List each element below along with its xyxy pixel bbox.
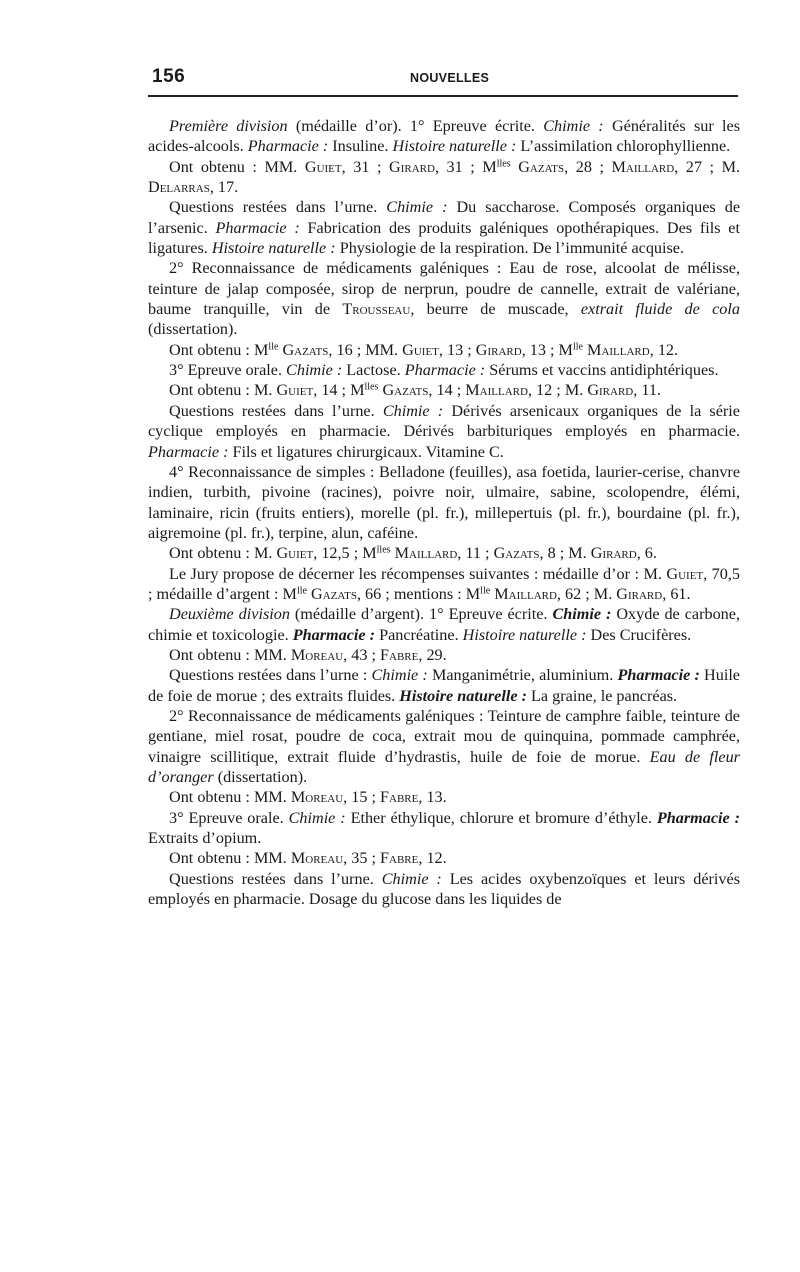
- text: (dissertation).: [148, 320, 238, 339]
- subject-label: Chimie :: [288, 808, 346, 827]
- candidate-name: Gazats: [311, 584, 357, 603]
- candidate-name: Fabre: [380, 645, 419, 664]
- paragraph-premiere-division: [148, 116, 740, 157]
- text: , 61.: [662, 584, 691, 603]
- text: , 12.: [418, 849, 447, 868]
- text: , 13 ; M: [521, 340, 573, 359]
- text: , 8 ; M.: [539, 544, 591, 563]
- text: 3° Epreuve orale.: [169, 361, 287, 380]
- subject-label: Pharmacie :: [215, 218, 300, 237]
- candidate-name: Fabre: [380, 788, 419, 807]
- text: Le Jury propose de décerner les récompenses suivantes : médaille d’or : M.: [169, 564, 667, 583]
- text: , 16 ; MM.: [328, 340, 403, 359]
- text: (dissertation).: [213, 768, 308, 786]
- text: , 11 ;: [457, 544, 494, 563]
- candidate-name: Moreau: [290, 645, 344, 664]
- subject-label: Histoire naturelle :: [392, 137, 517, 156]
- text: , 11.: [633, 381, 661, 400]
- subject-label: Chimie :: [381, 869, 442, 888]
- text: , 15 ;: [343, 788, 381, 807]
- candidate-name: Maillard: [494, 584, 557, 603]
- dissertation-title: Eau de fleur d’oranger: [148, 747, 740, 786]
- text: La graine, le pancréas.: [527, 686, 678, 705]
- text: Physiologie de la respiration. De l’immunité acquise.: [335, 239, 685, 258]
- subject-label: Pharmacie :: [148, 442, 229, 461]
- page-header: [148, 64, 738, 98]
- text: Fils et ligatures chirurgicaux. Vitamine C.: [228, 442, 504, 461]
- candidate-name: Maillard: [394, 544, 458, 563]
- text: , 31 ;: [341, 157, 390, 176]
- text: Généralités sur les acides-alcools.: [148, 117, 740, 156]
- title-superscript: lles: [376, 544, 391, 556]
- dissertation-title: extrait fluide de cola: [580, 300, 740, 319]
- candidate-name: Maillard: [587, 340, 650, 359]
- subject-label: Chimie :: [371, 666, 428, 685]
- candidate-name: Guiet: [304, 157, 342, 176]
- text: Huile de foie de morue ; des extraits fluides.: [148, 666, 740, 705]
- paragraph-jury-awards: [148, 564, 740, 605]
- subject-label: Histoire naturelle :: [462, 625, 587, 644]
- candidate-name: Moreau: [290, 788, 344, 807]
- text: , 66 ; mentions : M: [356, 584, 481, 603]
- text: , beurre de muscade,: [410, 300, 581, 319]
- text: Ont obtenu : MM.: [169, 788, 291, 807]
- paragraph-questions: [148, 401, 740, 462]
- paragraph-results: [148, 340, 740, 360]
- text: 4° Reconnaissance de simples : Belladone (feuilles), asa foetida, laurier-cerise, chanvre indien, turbith, pivoine (racines), poivre noir, ulmaire, sabine, scolopendre, élémi, laminaire, ricin (fruits entiers), morelle (pl. fr.), millepertuis (pl. fr.), bourdaine (pl. fr.), aigremoine (pl. fr.), terpine, alun, caféine.: [148, 462, 740, 542]
- text: , 14 ;: [428, 381, 466, 400]
- paragraph-simples: [148, 462, 740, 543]
- candidate-name: Girard: [616, 584, 663, 603]
- candidate-name: Delarras: [148, 178, 210, 197]
- subject-label: Pharmacie :: [404, 361, 486, 380]
- paragraph-results: [148, 787, 740, 807]
- subject-label: Chimie :: [382, 401, 444, 420]
- candidate-name: Gazats: [518, 157, 565, 176]
- paragraph-results: [148, 848, 740, 868]
- candidate-name: Maillard: [465, 381, 528, 400]
- text: Insuline.: [328, 137, 393, 156]
- text: Pancréatine.: [375, 625, 463, 644]
- text: , 6.: [636, 544, 657, 563]
- text: , 31 ; M: [434, 157, 497, 176]
- paragraph-oral-exam: [148, 808, 740, 849]
- header-rule: [148, 95, 738, 97]
- title-superscript: lle: [296, 585, 307, 597]
- title-superscript: lles: [496, 158, 511, 170]
- proper-name: Trousseau: [342, 300, 411, 319]
- subject-label: Pharmacie :: [656, 808, 740, 827]
- text: , 12.: [649, 340, 679, 359]
- text: Lactose.: [342, 361, 405, 380]
- text: , 13 ;: [438, 340, 476, 359]
- text: , 12,5 ; M: [313, 544, 377, 563]
- subject-label: Chimie :: [552, 605, 612, 624]
- text: Questions restées dans l’urne.: [169, 401, 383, 420]
- text: Ont obtenu : M.: [169, 381, 277, 400]
- paragraph-reconnaissance: [148, 258, 740, 339]
- title-superscript: lles: [364, 381, 379, 393]
- paragraph-reconnaissance: [148, 706, 740, 787]
- candidate-name: Girard: [590, 544, 637, 563]
- text: , 35 ;: [343, 849, 381, 868]
- text: Questions restées dans l’urne.: [169, 869, 382, 888]
- text: Sérums et vaccins antidiphtériques.: [485, 361, 719, 380]
- subject-label: Histoire naturelle :: [399, 686, 527, 705]
- division-heading: Deuxième division: [169, 605, 290, 624]
- text: L’assimilation chlorophyllienne.: [516, 137, 731, 156]
- candidate-name: Moreau: [290, 849, 344, 868]
- text: 2° Reconnaissance de médicaments galéniques : Teinture de camphre faible, teinture de gentiane, miel rosat, poudre de coca, extrait mou de quinquina, pommade camphrée, vinaigre scillitique, extrait fluide d’hydrastis, huile de foie de morue.: [148, 706, 740, 766]
- candidate-name: Gazats: [282, 340, 329, 359]
- title-superscript: lle: [480, 585, 491, 597]
- text: Manganimétrie, aluminium.: [427, 666, 618, 685]
- text: Ether éthylique, chlorure et bromure d’éthyle.: [345, 808, 657, 827]
- paragraph-deuxieme-division: [148, 604, 740, 645]
- paragraph-questions: [148, 197, 740, 258]
- paragraph-results: [148, 645, 740, 665]
- candidate-name: Guiet: [276, 544, 314, 563]
- running-head: NOUVELLES: [410, 71, 490, 85]
- candidate-name: Maillard: [611, 157, 675, 176]
- text: , 17.: [209, 178, 239, 197]
- text: , 27 ; M.: [674, 157, 741, 176]
- subject-label: Chimie :: [543, 117, 604, 135]
- page-body: [148, 116, 740, 909]
- subject-label: Histoire naturelle :: [211, 239, 336, 258]
- text: Ont obtenu : MM.: [169, 157, 305, 176]
- paragraph-questions: [148, 869, 740, 910]
- paragraph-oral-exam: [148, 360, 740, 380]
- text: Ont obtenu : M: [169, 340, 269, 359]
- text: , 28 ;: [564, 157, 612, 176]
- text: , 43 ;: [343, 645, 381, 664]
- candidate-name: Gazats: [382, 381, 429, 400]
- candidate-name: Girard: [389, 157, 435, 176]
- text: Ont obtenu : M.: [169, 544, 277, 563]
- candidate-name: Girard: [475, 340, 522, 359]
- candidate-name: Guiet: [276, 381, 314, 400]
- text: 3° Epreuve orale.: [169, 808, 289, 827]
- candidate-name: Guiet: [666, 564, 704, 583]
- text: , 12 ; M.: [527, 381, 588, 400]
- text: Ont obtenu : MM.: [169, 645, 291, 664]
- text: , 14 ; M: [313, 381, 365, 400]
- subject-label: Chimie :: [386, 198, 448, 217]
- text: , 70,5 ; médaille d’argent : M: [148, 564, 740, 603]
- text: Des Crucifères.: [586, 625, 692, 644]
- paragraph-results: [148, 543, 740, 563]
- subject-label: Pharmacie :: [617, 666, 700, 685]
- text: (médaille d’argent). 1° Epreuve écrite.: [289, 605, 553, 624]
- text: 2° Reconnaissance de médicaments galéniques : Eau de rose, alcoolat de mélisse, teinture de jalap composée, sirop de nerprun, poudre de cannelle, extrait de valériane, baume tranquille, vin de: [148, 259, 740, 319]
- text: (médaille d’or). 1° Epreuve écrite.: [287, 117, 544, 135]
- text: Fabrication des produits galéniques opothérapiques. Des fils et ligatures.: [148, 218, 740, 258]
- text: Questions restées dans l’urne.: [169, 198, 387, 217]
- subject-label: Pharmacie :: [292, 625, 376, 644]
- title-superscript: lle: [572, 341, 583, 353]
- paragraph-questions: [148, 665, 740, 706]
- candidate-name: Gazats: [493, 544, 540, 563]
- text: Les acides oxybenzoïques et leurs dérivés employés en pharmacie. Dosage du glucose dans les liquides de: [148, 869, 741, 909]
- subject-label: Chimie :: [286, 361, 343, 380]
- candidate-name: Girard: [587, 381, 634, 400]
- text: Extraits d’opium.: [148, 829, 262, 848]
- paragraph-results: [148, 157, 740, 198]
- candidate-name: Fabre: [380, 849, 419, 868]
- text: Du saccharose. Composés organiques de l’arsenic.: [148, 198, 740, 237]
- candidate-name: Guiet: [402, 340, 439, 359]
- text: Dérivés arsenicaux organiques de la série cyclique employés en pharmacie. Dérivés barbituriques employés en pharmacie.: [148, 401, 740, 441]
- division-heading: Première division: [169, 117, 288, 135]
- text: Oxyde de carbone, chimie et toxicologie.: [148, 605, 740, 644]
- subject-label: Pharmacie :: [247, 137, 329, 156]
- page-number: 156: [152, 66, 186, 87]
- text: Ont obtenu : MM.: [169, 849, 291, 868]
- text: , 29.: [418, 645, 447, 664]
- text: , 13.: [418, 788, 447, 807]
- paragraph-results: [148, 380, 740, 400]
- text: Questions restées dans l’urne :: [169, 666, 372, 685]
- text: , 62 ; M.: [556, 584, 617, 603]
- title-superscript: lle: [268, 341, 279, 353]
